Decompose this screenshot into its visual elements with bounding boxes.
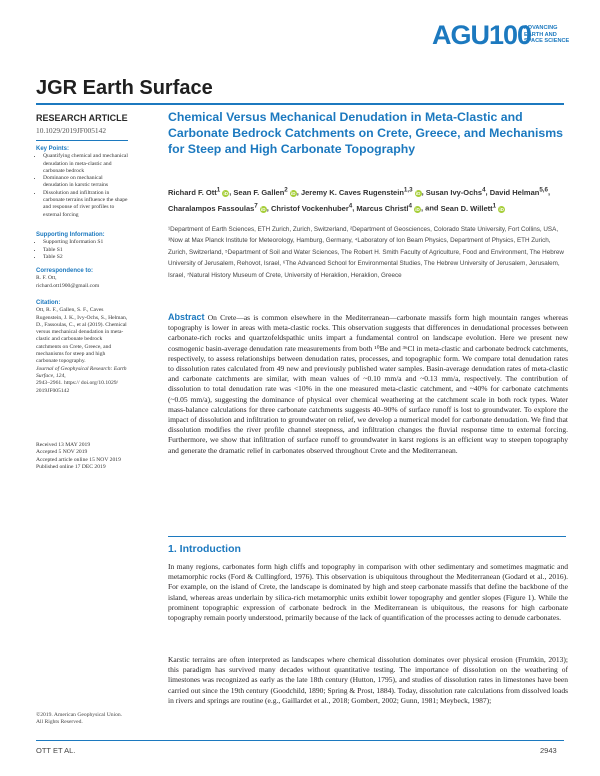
- key-point-item: • Quantifying chemical and mechanical denudation in meta-clastic and carbonate bedrock: [43, 153, 128, 175]
- author[interactable]: Christof Vockenhuber$^4$: [270, 202, 353, 213]
- date-accepted: Accepted 5 NOV 2019: [36, 449, 88, 456]
- footer-rule: [36, 740, 564, 741]
- key-points-heading: Key Points:: [36, 146, 70, 152]
- author-list: Richard F. Ott$^1$iD, Sean F. Gallen$^2$iD, Jeremy K. Caves Rugenstein$^{1,3}$iD, Susan Ivy-Ochs$^4$, David Helman$^{5,6}$, Charalampos Fassoulas$^7$iD, Christof Vockenhuber$^4$, Marcus Christl$^4$iD, and Sean D. Willett$^1$iD: [168, 186, 551, 213]
- author[interactable]: Susan Ivy-Ochs$^4$: [425, 186, 486, 197]
- supporting-item[interactable]: • Supporting Information S1: [43, 239, 128, 246]
- author[interactable]: Richard F. Ott$^1$iD: [168, 186, 228, 197]
- header-rule: [36, 103, 564, 105]
- author[interactable]: David Helman$^{5,6}$: [489, 186, 549, 197]
- article-dates: [36, 442, 128, 471]
- agu-logo: [432, 14, 592, 54]
- author[interactable]: Sean F. Gallen$^2$iD: [233, 186, 296, 197]
- correspondence-heading: Correspondence to:: [36, 268, 94, 274]
- logo-tagline: ADVANCING EARTH AND SPACE SCIENCE: [524, 25, 570, 45]
- journal-name: JGR Earth Surface: [36, 77, 213, 99]
- citation-pages[interactable]: 2943–2961. https:// doi.org/10.1029/ 2019JF005142: [36, 380, 119, 394]
- correspondence-email[interactable]: richard.ott1900@gmail.com: [36, 282, 100, 289]
- key-point-item: • Dominance on mechanical denudation in karstic terrains: [43, 175, 128, 190]
- citation-text: Ott, R. F., Gallen, S. F., Caves Rugenstein, J. K., Ivy-Ochs, S., Helman, D., Fassoulas, C., et al (2019). Chemical versus mechanical denudation in meta-clastic and carbonate bedrock catchments on Crete, Greece, and mechanisms for steep and high carbonate topography.: [36, 307, 128, 365]
- copyright: ©2019. American Geophysical Union. All Rights Reserved.: [36, 712, 123, 726]
- article-doi[interactable]: 10.1029/2019JF005142: [36, 126, 107, 135]
- logo-wordmark: AGU100: [432, 20, 532, 50]
- author[interactable]: Charalampos Fassoulas$^7$iD: [168, 202, 266, 213]
- affiliations: ¹Department of Earth Sciences, ETH Zurich, Zurich, Switzerland, ²Department of Geosciences, Colorado State University, Fort Collins, USA, ³Now at Max Planck Institute for Meteorology, Hamburg, Germany, ⁴Laboratory of Ion Beam Physics, Department of Physics, ETH Zurich, Zurich, Switzerland, ⁵Department of Soil and Water Sciences, The Robert H. Smith Faculty of Agriculture, Food and Environment, The Hebrew University of Jerusalem, Rehovot, Israel, ⁶The Advanced School for Environmental Studies, The Hebrew University of Jerusalem, Jerusalem, Israel, ⁷Natural History Museum of Crete, University of Heraklion, Heraklion, Greece: [168, 226, 564, 279]
- orcid-icon[interactable]: iD: [415, 191, 421, 196]
- author[interactable]: Marcus Christl$^4$iD: [356, 202, 420, 213]
- citation: [36, 300, 128, 395]
- article-title: Chemical Versus Mechanical Denudation in Meta-Clastic and Carbonate Bedrock Catchments on Crete, Greece, and Mechanisms for Steep and High Carbonate Topography: [168, 110, 563, 157]
- intro-paragraph-1: In many regions, carbonates form high cliffs and topography in comparison with other sedimentary and sometimes magmatic and metamorphic rocks (Ford & Cullingford, 1976). This observation is ubiquitous throughout the Mediterranean (Godard et al., 2016). For example, on the island of Crete, the landscape is dominated by high and steep carbonate massifs that define the backbone of the island, whereas areas underlain by silica-rich metamorphic units exhibit lower topography and gentler slopes (Figure 1). While the prominent topographic expression of carbonate bedrock in the Mediterranean is ubiquitous, the reasons for high carbonate topography remain poorly understood, primarily because of the lack of quantification of the processes acting to denude carbonates.: [168, 562, 568, 623]
- supporting-item[interactable]: • Table S1: [43, 247, 128, 254]
- orcid-icon[interactable]: iD: [499, 207, 504, 213]
- supporting-info: [36, 232, 128, 261]
- supporting-heading: Supporting Information:: [36, 232, 105, 238]
- orcid-icon[interactable]: iD: [415, 207, 420, 213]
- intro-heading: 1. Introduction: [168, 543, 241, 555]
- sidebar-rule: [36, 140, 128, 141]
- orcid-icon[interactable]: iD: [291, 191, 296, 196]
- correspondence: [36, 268, 128, 290]
- page-number: 2943: [540, 746, 557, 755]
- abstract: [168, 312, 568, 456]
- correspondence-name: R. F. Ott,: [36, 275, 57, 282]
- author[interactable]: Sean D. Willett$^1$iD: [440, 202, 504, 213]
- intro-rule: [168, 536, 566, 537]
- key-points: [36, 146, 128, 219]
- date-online: Accepted article online 15 NOV 2019: [36, 456, 121, 463]
- supporting-item[interactable]: • Table S2: [43, 254, 128, 261]
- intro-paragraph-2: Karstic terrains are often interpreted as landscapes where chemical dissolution dominates over physical erosion (Frumkin, 2013); this paradigm has survived many decades without quantitative testing. The importance of dissolution on the weathering of limestones was recognized as early as the late 18th century (Hutton, 1795), and studies of dissolution rates in limestones have been carried out since the 19th century (Goodchild, 1890; Spring & Prost, 1884). Today, dissolution rate calculations from dissolved loads in rivers and springs are routine (e.g., Gaillardet et al., 2018; Gombert, 2002; Gunn, 1981; Meybeck, 1987);: [168, 655, 568, 705]
- abstract-heading: Abstract: [168, 312, 205, 322]
- key-point-item: • Dissolution and infiltration in carbonate terrains influence the shape and response of river profiles to external forcing: [43, 190, 128, 219]
- date-received: Received 13 MAY 2019: [36, 442, 91, 448]
- citation-heading: Citation:: [36, 300, 61, 306]
- footer-authors: OTT ET AL.: [36, 746, 76, 755]
- citation-journal: Journal of Geophysical Research: Earth Surface, 124,: [36, 365, 127, 379]
- abstract-text: On Crete—as is common elsewhere in the Mediterranean—carbonate massifs form high mountain ranges whereas topography is lower in areas with meta-clastic rocks. This observation suggests that differences in denudational processes between carbonate-rich rocks and quartzofeldspathic units impart a fundamental control on landscape evolution. Here we present new cosmogenic basin-average denudation rate measurements from both ¹⁰Be and ³⁶Cl in meta-clastic and carbonate bedrock catchments, respectively, to assess relationships between denudation rates, processes, and topographic form. We compare total denudation rates to dissolution rates calculated from 49 new and previously published water samples. Basin-average denudation rates of meta-clastic and carbonate catchments are similar, with mean values of ~0.10 mm/a and ~0.13 mm/a, respectively. The contribution of dissolution to total denudation rate was <10% in the one measured meta-clastic catchment, and ~40% for carbonate catchments (~0.05 mm/a), suggesting the dominance of physical over chemical weathering at the catchment scale in both rock types. Water mass-balance calculations for three carbonate catchments suggests 40–90% of surface runoff is lost to groundwater. To explore the impact of dissolution and infiltration to groundwater on relief, we develop a numerical model for carbonate denudation. We find that dissolution modifies the river profile channel steepness, and infiltration changes the fluvial response time to external forcing. Furthermore, we show that infiltration of surface runoff to groundwater in karst regions is an efficient way to steepen topography and generate the dramatic relief in carbonates observed throughout Crete and the Mediterranean.: [168, 313, 568, 455]
- date-published: Published online 17 DEC 2019: [36, 463, 106, 470]
- orcid-icon[interactable]: iD: [223, 191, 228, 196]
- article-type: RESEARCH ARTICLE: [36, 113, 128, 123]
- orcid-icon[interactable]: iD: [261, 207, 266, 213]
- author[interactable]: Jeremy K. Caves Rugenstein$^{1,3}$iD: [300, 186, 421, 197]
